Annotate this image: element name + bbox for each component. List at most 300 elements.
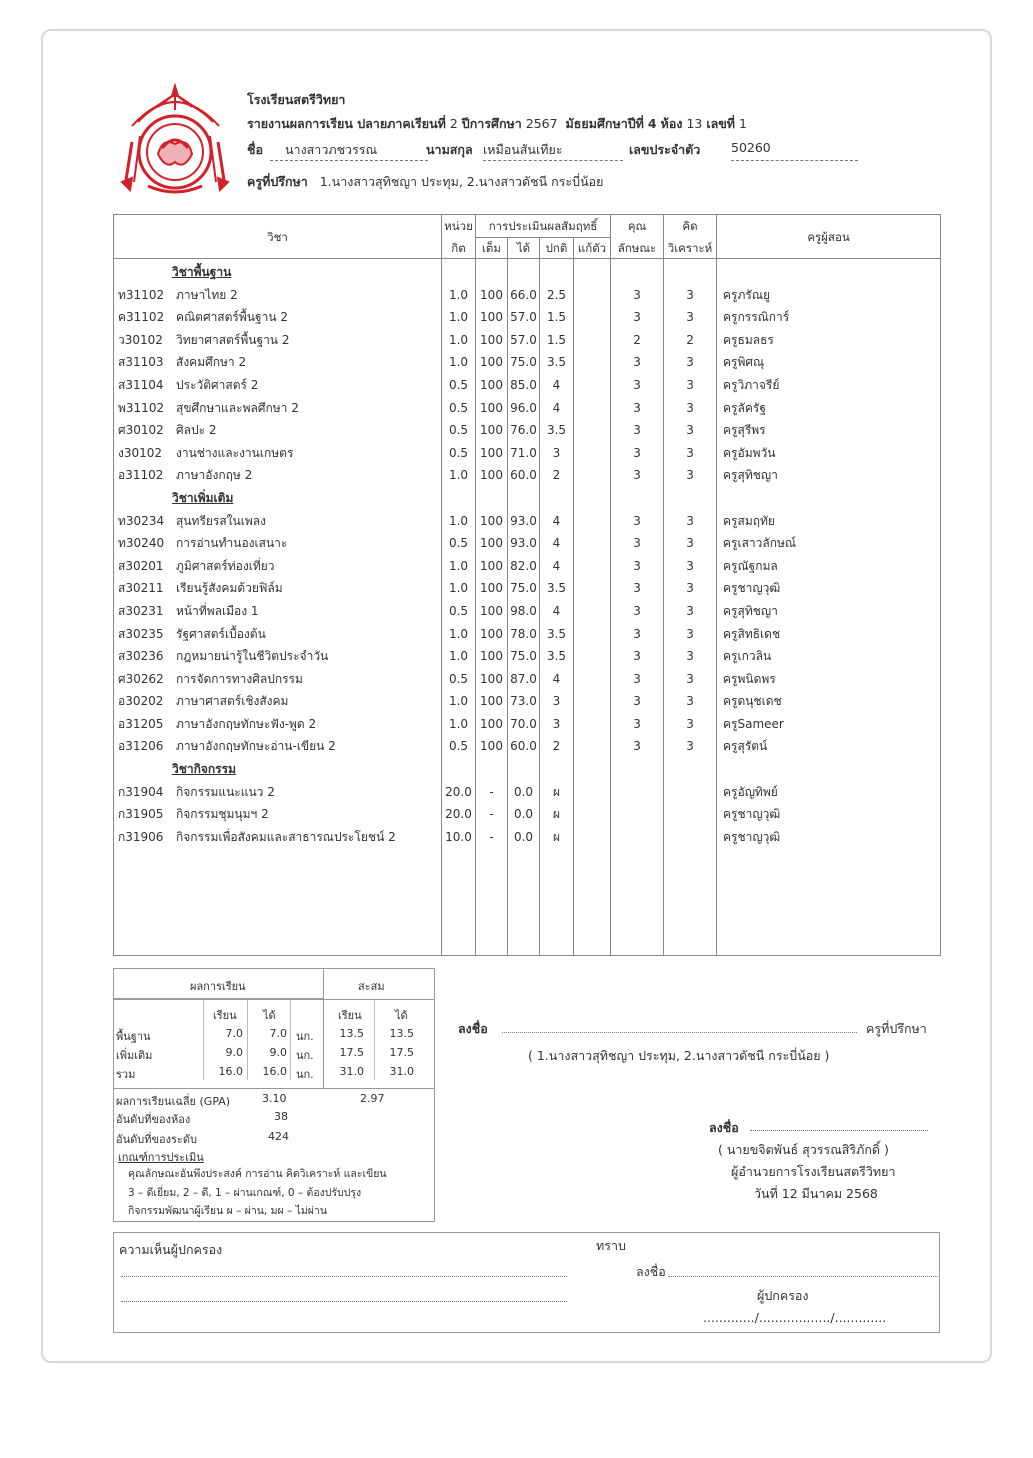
section-spacer xyxy=(664,487,716,510)
cell-grade: 4 xyxy=(552,536,561,551)
cell-credit: 1.0 xyxy=(448,558,469,573)
cell-fix xyxy=(574,397,610,420)
cell-q: 3 xyxy=(633,445,641,460)
sum-study-header: เรียน xyxy=(213,1009,237,1022)
cell-q: 3 xyxy=(633,400,641,415)
cell-got: 73.0 xyxy=(510,694,537,709)
section-title: วิชาเพิ่มเติม xyxy=(172,490,234,505)
cell-full: 100 xyxy=(480,603,503,618)
subject-row xyxy=(114,668,441,691)
class-rank: 38 xyxy=(274,1110,288,1123)
subject-row xyxy=(114,623,441,646)
cum-got-header: ได้ xyxy=(395,1009,408,1022)
summary-unit: นก. xyxy=(296,1049,314,1062)
level-rank-label: อันดับที่ของระดับ xyxy=(116,1133,197,1146)
cell-teacher: ครูสุทิชญา xyxy=(723,468,778,483)
cell-fix xyxy=(574,735,610,758)
subject-name: ศิลปะ 2 xyxy=(176,423,217,438)
cell-grade: 4 xyxy=(552,558,561,573)
cell-grade: 3 xyxy=(552,716,561,731)
cell-t: 3 xyxy=(686,739,694,754)
parent-comment-label: ความเห็นผู้ปกครอง xyxy=(119,1242,223,1257)
subject-name: กิจกรรมเพื่อสังคมและสาธารณประโยชน์ 2 xyxy=(176,829,396,844)
cell-fix xyxy=(574,577,610,600)
subject-column xyxy=(114,259,442,956)
name-label: ชื่อ xyxy=(247,142,263,157)
parent-comment-line-2[interactable] xyxy=(121,1301,567,1302)
cell-t: 3 xyxy=(686,377,694,392)
cell-grade: 4 xyxy=(552,671,561,686)
cell-t: 3 xyxy=(686,355,694,370)
cell-got: 78.0 xyxy=(510,626,537,641)
cell-credit: 0.5 xyxy=(448,603,469,618)
cell-got: 57.0 xyxy=(510,332,537,347)
cell-full: 100 xyxy=(480,626,503,641)
subject-code: พ31102 xyxy=(118,400,165,415)
full-column xyxy=(476,259,508,956)
subject-row xyxy=(114,419,441,442)
cell-t: 3 xyxy=(686,716,694,731)
surname-label: นามสกุล xyxy=(426,142,473,157)
cell-t: 3 xyxy=(686,310,694,325)
cell-credit: 20.0 xyxy=(445,807,472,822)
subject-code: ท31102 xyxy=(118,287,165,302)
cell-q: 3 xyxy=(633,310,641,325)
cell-got: 82.0 xyxy=(510,558,537,573)
summary-unit: นก. xyxy=(296,1030,314,1043)
section-spacer xyxy=(574,758,610,781)
subject-row xyxy=(114,713,441,736)
criteria-line-3: กิจกรรมพัฒนาผู้เรียน ผ – ผ่าน, มผ – ไม่ผ่าน xyxy=(128,1205,328,1217)
cell-got: 96.0 xyxy=(510,400,537,415)
section-spacer xyxy=(664,758,716,781)
cell-credit: 0.5 xyxy=(448,671,469,686)
cell-grade: ผ xyxy=(552,829,561,844)
cell-t: 3 xyxy=(686,423,694,438)
cell-full: 100 xyxy=(480,445,503,460)
cell-credit: 1.0 xyxy=(448,649,469,664)
cell-got: 76.0 xyxy=(510,423,537,438)
cell-got: 75.0 xyxy=(510,649,537,664)
summary-label: พื้นฐาน xyxy=(116,1030,151,1043)
cell-q: 3 xyxy=(633,716,641,731)
subject-code: ก31906 xyxy=(118,829,164,844)
cell-full: 100 xyxy=(480,513,503,528)
cell-teacher: ครูเกวลิน xyxy=(723,649,772,664)
cell-grade: 3.5 xyxy=(546,581,567,596)
cell-fix xyxy=(574,351,610,374)
cell-got: 70.0 xyxy=(510,716,537,731)
cell-teacher: ครูกรรณิการ์ xyxy=(723,310,790,325)
cell-fix xyxy=(574,645,610,668)
subject-row xyxy=(114,306,441,329)
cell-full: 100 xyxy=(480,377,503,392)
subject-name: ภาษาอังกฤษทักษะฟัง-พูด 2 xyxy=(176,716,317,731)
level-rank: 424 xyxy=(268,1130,289,1143)
class-rank-label: อันดับที่ของห้อง xyxy=(116,1113,191,1126)
summary-cum_got: 13.5 xyxy=(389,1027,414,1040)
cell-credit: 1.0 xyxy=(448,355,469,370)
cell-fix xyxy=(574,510,610,533)
cell-grade: 3.5 xyxy=(546,355,567,370)
cell-t: 3 xyxy=(686,536,694,551)
criteria-line-1: คุณลักษณะอันพึงประสงค์ การอ่าน คิดวิเคราะห์ และเขียน xyxy=(128,1168,387,1180)
cumulative-label: สะสม xyxy=(358,980,385,993)
subject-code: ส30235 xyxy=(118,626,164,641)
cell-grade: 3.5 xyxy=(546,626,567,641)
cell-full: 100 xyxy=(480,423,503,438)
section-spacer xyxy=(508,261,539,284)
cell-got: 57.0 xyxy=(510,310,537,325)
section-title: วิชากิจกรรม xyxy=(172,762,236,777)
cell-t: 3 xyxy=(686,671,694,686)
col-grade-header: ปกติ xyxy=(540,238,574,259)
section-spacer xyxy=(611,261,663,284)
cell-teacher: ครูธมลธร xyxy=(723,332,774,347)
cell-q: 3 xyxy=(633,558,641,573)
summary-label: รวม xyxy=(116,1068,136,1081)
cell-grade: 3 xyxy=(552,445,561,460)
cell-teacher: ครูชาญวุฒิ xyxy=(723,807,781,822)
subject-code: ศ30102 xyxy=(118,423,164,438)
summary-study: 7.0 xyxy=(225,1027,243,1040)
section-title: วิชาพื้นฐาน xyxy=(172,265,232,279)
cell-credit: 1.0 xyxy=(448,310,469,325)
cell-full: 100 xyxy=(480,536,503,551)
subject-code: ส30236 xyxy=(118,649,164,664)
cell-q: 3 xyxy=(633,287,641,302)
subject-name: คณิตศาสตร์พื้นฐาน 2 xyxy=(176,310,288,325)
subject-code: ก31905 xyxy=(118,807,164,822)
summary-got: 7.0 xyxy=(269,1027,287,1040)
section-spacer xyxy=(540,758,573,781)
cell-t: 3 xyxy=(686,558,694,573)
subject-row xyxy=(114,374,441,397)
col-teacher-header: ครูผู้สอน xyxy=(717,215,941,259)
cell-t xyxy=(664,803,716,826)
cell-q: 3 xyxy=(633,377,641,392)
cell-got: 98.0 xyxy=(510,603,537,618)
subject-code: ส30211 xyxy=(118,581,164,596)
cell-got: 75.0 xyxy=(510,581,537,596)
cell-credit: 1.0 xyxy=(448,513,469,528)
subject-name: การอ่านทำนองเสนาะ xyxy=(176,536,288,551)
col-quality-header-2: ลักษณะ xyxy=(611,238,664,259)
cell-got: 71.0 xyxy=(510,445,537,460)
cell-full: 100 xyxy=(480,332,503,347)
summary-unit: นก. xyxy=(296,1068,314,1081)
cell-teacher: ครูอัมพวัน xyxy=(723,445,776,460)
cell-fix xyxy=(574,600,610,623)
col-subject-header: วิชา xyxy=(114,215,442,259)
director-sign-line xyxy=(750,1130,928,1131)
subject-row xyxy=(114,600,441,623)
subject-name: สังคมศึกษา 2 xyxy=(176,355,247,370)
director-sign-label: ลงชื่อ xyxy=(709,1120,739,1135)
subject-name: ภาษาศาสตร์เชิงสังคม xyxy=(176,694,289,709)
cell-got: 93.0 xyxy=(510,513,537,528)
gpa-cumulative: 2.97 xyxy=(360,1092,385,1105)
cell-teacher: ครูสิทธิเดช xyxy=(723,626,781,641)
cell-credit: 0.5 xyxy=(448,445,469,460)
subject-row xyxy=(114,464,441,487)
cell-fix xyxy=(574,781,610,804)
cell-q xyxy=(611,826,663,849)
summary-cum_study: 13.5 xyxy=(339,1027,364,1040)
cell-full: 100 xyxy=(480,468,503,483)
cell-q: 3 xyxy=(633,581,641,596)
subject-row xyxy=(114,351,441,374)
subject-code: ว30102 xyxy=(118,332,163,347)
cell-fix xyxy=(574,555,610,578)
section-spacer xyxy=(442,758,475,781)
school-emblem-icon xyxy=(118,82,233,199)
sum-got-header: ได้ xyxy=(263,1009,276,1022)
cell-t: 3 xyxy=(686,513,694,528)
section-spacer xyxy=(664,261,716,284)
subject-row xyxy=(114,329,441,352)
cell-fix xyxy=(574,826,610,849)
cell-q: 3 xyxy=(633,626,641,641)
cell-teacher: ครูพนิดพร xyxy=(723,671,776,686)
cell-q: 2 xyxy=(633,332,641,347)
credit-column xyxy=(442,259,476,956)
cell-credit: 1.0 xyxy=(448,626,469,641)
cum-study-header: เรียน xyxy=(338,1009,362,1022)
cell-fix xyxy=(574,532,610,555)
cell-full: 100 xyxy=(480,581,503,596)
director-role: ผู้อำนวยการโรงเรียนสตรีวิทยา xyxy=(731,1164,896,1179)
cell-got: 87.0 xyxy=(510,671,537,686)
surname-dotted-line xyxy=(483,160,623,161)
cell-fix xyxy=(574,803,610,826)
summary-cum_got: 31.0 xyxy=(389,1065,414,1078)
section-spacer xyxy=(723,758,940,781)
subject-code: อ31206 xyxy=(118,739,164,754)
cell-t: 3 xyxy=(686,603,694,618)
results-label: ผลการเรียน xyxy=(190,980,246,993)
subject-code: ค31102 xyxy=(118,310,165,325)
cell-got: 0.0 xyxy=(513,829,534,844)
cell-grade: 2 xyxy=(552,739,561,754)
section-spacer xyxy=(723,261,940,284)
summary-got: 9.0 xyxy=(269,1046,287,1059)
subject-code: ส31104 xyxy=(118,377,164,392)
cell-grade: ผ xyxy=(552,807,561,822)
cell-teacher: ครูณัฐกมล xyxy=(723,558,778,573)
cell-grade: 3.5 xyxy=(546,423,567,438)
cell-full: 100 xyxy=(480,716,503,731)
parent-sign-label: ลงชื่อ xyxy=(636,1264,666,1279)
subject-name: กิจกรรมแนะแนว 2 xyxy=(176,784,275,799)
cell-q xyxy=(611,803,663,826)
gpa-value: 3.10 xyxy=(262,1092,287,1105)
cell-grade: 2.5 xyxy=(546,287,567,302)
cell-credit: 1.0 xyxy=(448,716,469,731)
parent-comment-line-1[interactable] xyxy=(121,1276,567,1277)
section-spacer xyxy=(442,487,475,510)
report-date: วันที่ 12 มีนาคม 2568 xyxy=(754,1186,878,1201)
cell-got: 93.0 xyxy=(510,536,537,551)
col-assessment-header: การประเมินผลสัมฤทธิ์ xyxy=(476,215,611,238)
criteria-title: เกณฑ์การประเมิน xyxy=(118,1151,204,1164)
col-thinking-header-2: วิเคราะห์ xyxy=(664,238,717,259)
cell-full: - xyxy=(489,807,494,822)
cell-got: 60.0 xyxy=(510,468,537,483)
student-name: นางสาวภชวรรณ xyxy=(285,142,378,157)
advisor-sign-line xyxy=(502,1032,857,1033)
grade-column xyxy=(540,259,574,956)
cell-got: 85.0 xyxy=(510,377,537,392)
summary-label: เพิ่มเติม xyxy=(116,1049,153,1062)
parent-role: ผู้ปกครอง xyxy=(757,1288,809,1303)
cell-credit: 1.0 xyxy=(448,581,469,596)
cell-t: 3 xyxy=(686,649,694,664)
school-name: โรงเรียนสตรีวิทยา xyxy=(247,92,346,107)
section-spacer xyxy=(611,758,663,781)
cell-fix xyxy=(574,464,610,487)
subject-name: สุนทรียรสในเพลง xyxy=(176,513,266,528)
subject-name: ภาษาอังกฤษ 2 xyxy=(176,468,253,483)
subject-name: วิทยาศาสตร์พื้นฐาน 2 xyxy=(176,332,290,347)
advisor-line: ครูที่ปรึกษา 1.นางสาวสุทิชญา ประทุม, 2.นางสาวดัชนี กระบี่น้อย xyxy=(247,174,604,189)
cell-grade: 4 xyxy=(552,513,561,528)
cell-credit: 1.0 xyxy=(448,694,469,709)
cell-credit: 0.5 xyxy=(448,400,469,415)
col-thinking-header-1: คิด xyxy=(664,215,717,238)
summary-got: 16.0 xyxy=(262,1065,287,1078)
cell-t: 3 xyxy=(686,626,694,641)
section-spacer xyxy=(476,261,507,284)
subject-row xyxy=(114,532,441,555)
cell-teacher: ครูภรัณยู xyxy=(723,287,771,302)
col-credit-header-1: หน่วย xyxy=(442,215,476,238)
section-spacer xyxy=(476,487,507,510)
cell-teacher: ครูสุรีพร xyxy=(723,423,766,438)
subject-code: อ31205 xyxy=(118,716,164,731)
cell-t: 3 xyxy=(686,287,694,302)
advisor-role: ครูที่ปรึกษา xyxy=(866,1021,927,1036)
cell-full: - xyxy=(489,829,494,844)
col-full-header: เต็ม xyxy=(476,238,508,259)
col-quality-header-1: คุณ xyxy=(611,215,664,238)
subject-code: ท30240 xyxy=(118,536,165,551)
cell-teacher: ครูลัครัฐ xyxy=(723,400,766,415)
subject-name: กฎหมายน่ารู้ในชีวิตประจำวัน xyxy=(176,649,329,664)
cell-fix xyxy=(574,668,610,691)
student-id-label: เลขประจำตัว xyxy=(629,142,701,157)
subject-code: ก31904 xyxy=(118,784,164,799)
parent-sign-line[interactable] xyxy=(668,1276,938,1277)
cell-t: 2 xyxy=(686,332,694,347)
section-spacer xyxy=(442,261,475,284)
cell-grade: 1.5 xyxy=(546,310,567,325)
name-dotted-line xyxy=(270,160,428,161)
cell-got: 66.0 xyxy=(510,287,537,302)
cell-full: 100 xyxy=(480,739,503,754)
id-dotted-line xyxy=(731,160,858,161)
subject-row xyxy=(114,510,441,533)
cell-got: 60.0 xyxy=(510,739,537,754)
section-spacer xyxy=(476,758,507,781)
summary-cum_study: 17.5 xyxy=(339,1046,364,1059)
summary-study: 16.0 xyxy=(218,1065,243,1078)
grades-table xyxy=(113,214,941,956)
cell-full: 100 xyxy=(480,694,503,709)
subject-name: การจัดการทางศิลปกรรม xyxy=(176,671,303,686)
cell-grade: 3.5 xyxy=(546,649,567,664)
cell-credit: 0.5 xyxy=(448,739,469,754)
cell-grade: 4 xyxy=(552,377,561,392)
cell-q: 3 xyxy=(633,694,641,709)
subject-name: เรียนรู้สังคมด้วยฟิล์ม xyxy=(176,581,283,596)
cell-fix xyxy=(574,442,610,465)
subject-code: ส30231 xyxy=(118,603,164,618)
subject-code: ส31103 xyxy=(118,355,164,370)
subject-row xyxy=(114,826,441,849)
cell-teacher: ครูSameer xyxy=(723,716,784,731)
cell-fix xyxy=(574,329,610,352)
section-spacer xyxy=(574,487,610,510)
cell-grade: 2 xyxy=(552,468,561,483)
cell-full: 100 xyxy=(480,287,503,302)
cell-full: - xyxy=(489,784,494,799)
section-spacer xyxy=(540,261,573,284)
director-name: ( นายขจิตพันธ์ สุวรรณสิริภักดิ์ ) xyxy=(718,1142,889,1157)
got-column xyxy=(508,259,540,956)
subject-name: ภาษาไทย 2 xyxy=(176,287,238,302)
cell-credit: 1.0 xyxy=(448,287,469,302)
subject-row xyxy=(114,284,441,307)
cell-teacher: ครูดนุชเดช xyxy=(723,694,782,709)
cell-credit: 1.0 xyxy=(448,468,469,483)
student-id: 50260 xyxy=(731,140,771,155)
advisor-sign-label: ลงชื่อ xyxy=(458,1021,488,1036)
cell-q: 3 xyxy=(633,649,641,664)
cell-teacher: ครูสมฤทัย xyxy=(723,513,775,528)
subject-code: ส30201 xyxy=(118,558,164,573)
section-spacer xyxy=(574,261,610,284)
cell-q: 3 xyxy=(633,513,641,528)
summary-study: 9.0 xyxy=(225,1046,243,1059)
subject-code: อ31102 xyxy=(118,468,164,483)
subject-code: อ30202 xyxy=(118,694,164,709)
summary-cum_got: 17.5 xyxy=(389,1046,414,1059)
cell-teacher: ครูอัญทิพย์ xyxy=(723,784,778,799)
cell-full: 100 xyxy=(480,310,503,325)
thinking-column xyxy=(664,259,717,956)
subject-name: งานช่างและงานเกษตร xyxy=(176,445,294,460)
cell-full: 100 xyxy=(480,649,503,664)
cell-q: 3 xyxy=(633,671,641,686)
cell-credit: 0.5 xyxy=(448,377,469,392)
summary-cum_study: 31.0 xyxy=(339,1065,364,1078)
teacher-column xyxy=(717,259,941,956)
section-spacer xyxy=(508,487,539,510)
cell-q: 3 xyxy=(633,603,641,618)
subject-name: หน้าที่พลเมือง 1 xyxy=(176,603,259,618)
cell-full: 100 xyxy=(480,558,503,573)
subject-row xyxy=(114,690,441,713)
subject-row xyxy=(114,803,441,826)
col-retake-header: แก้ตัว xyxy=(574,238,611,259)
cell-credit: 20.0 xyxy=(445,784,472,799)
cell-q: 3 xyxy=(633,355,641,370)
cell-fix xyxy=(574,713,610,736)
subject-name: ภาษาอังกฤษทักษะอ่าน-เขียน 2 xyxy=(176,739,336,754)
cell-teacher: ครูสุรัตน์ xyxy=(723,739,768,754)
cell-grade: 4 xyxy=(552,400,561,415)
